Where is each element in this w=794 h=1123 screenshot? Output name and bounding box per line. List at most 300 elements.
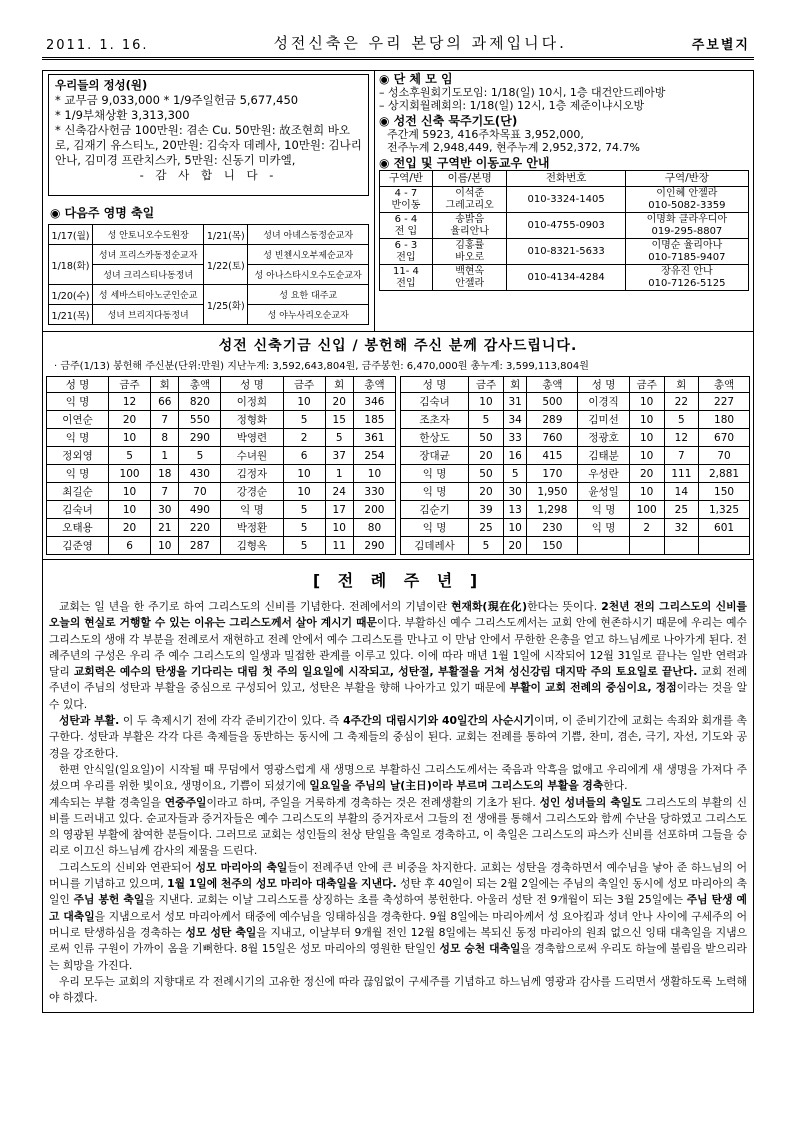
feast-row	[49, 245, 369, 265]
text: 이 두 축제시기 전에 각각 준비기간이 있다. 즉	[119, 714, 344, 728]
bold-text: 일요일을 주님의 날(主日)이라 부르며 그리스도의 부활을 경축	[309, 779, 604, 793]
fund-cell: 20	[325, 393, 353, 411]
move-name	[432, 187, 507, 213]
move-leader-phone: 010-7126-5125	[648, 277, 726, 289]
fund-cell	[629, 537, 664, 555]
fund-cell: 820	[179, 393, 221, 411]
move-row	[380, 213, 749, 239]
fund-header: 성 명	[47, 377, 109, 393]
fund-cell: 10	[109, 429, 151, 447]
fund-cell: 150	[527, 537, 578, 555]
fund-cell: 강경순	[221, 483, 283, 501]
fund-cell: 20	[469, 483, 504, 501]
feast-name: 성녀 프리스카동정순교자	[93, 245, 204, 265]
fund-row	[47, 483, 396, 501]
article-paragraph: 우리 모두는 교회의 지향대로 각 전례시기의 고유한 정신에 따라 끊임없이 구세주를 기념하고 하느님께 영광과 감사를 드리면서 생활하도록 노력해야 하겠다.	[49, 974, 747, 1005]
fund-row	[401, 393, 750, 411]
fund-row	[47, 411, 396, 429]
feast-date: 1/25(화)	[204, 285, 248, 325]
text: 성탄 후 40일이 되는 2월 2일에는 주님의 축일인 동시에 성모 마리아의 축일인	[49, 877, 748, 907]
feast-table	[48, 224, 369, 325]
devotion-thanks: - 감 사 합 니 다 -	[139, 168, 278, 182]
fund-cell: 25	[469, 519, 504, 537]
fund-cell: 김정자	[221, 465, 283, 483]
fund-cell: 32	[664, 519, 698, 537]
move-phone: 010-4755-0903	[507, 213, 625, 239]
fund-cell: 17	[325, 501, 353, 519]
right-column	[375, 70, 754, 332]
fund-cell: 200	[353, 501, 395, 519]
fund-cell	[699, 537, 750, 555]
move-area-num: 4 - 7	[394, 187, 418, 199]
move-area-type: 전입	[396, 277, 416, 289]
bold-text: 2천년 전의 그리스도의 신비를 오늘의 현실로 거행할 수 있는 이유는 그리스도께서 살아 계시기 때문	[49, 600, 747, 630]
feast-date: 1/21(목)	[204, 225, 248, 245]
fund-cell: 20	[109, 411, 151, 429]
fund-cell: 박영련	[221, 429, 283, 447]
feast-date: 1/20(수)	[49, 285, 93, 305]
fund-cell: 7	[151, 411, 179, 429]
fund-cell: 6	[283, 447, 325, 465]
fund-cell: 230	[527, 519, 578, 537]
fund-cell: 254	[353, 447, 395, 465]
prayer-section	[379, 115, 749, 154]
fund-cell: 익 명	[401, 519, 469, 537]
fund-row	[401, 519, 750, 537]
fund-cell: 7	[664, 447, 698, 465]
move-table	[379, 170, 749, 291]
fund-cell: 익 명	[47, 393, 109, 411]
groups-line: – 성소후원회기도모임: 1/18(일) 10시, 1층 대건안드레아방	[379, 86, 666, 99]
devotion-line: * 교무금 9,033,000 * 1/9주일헌금 5,677,450	[55, 93, 299, 107]
fund-cell: 12	[664, 429, 698, 447]
fund-cell: 최길순	[47, 483, 109, 501]
prayer-line: 전주누계 2,948,449, 현주누계 2,952,372, 74.7%	[387, 141, 640, 154]
move-leader-name: 장유진 안나	[661, 265, 713, 277]
header-subtitle: 주보별지	[691, 38, 750, 53]
text: 이며, 이 준비기간에 교회는 속죄와 회개를 촉구한다. 성탄과 부활은 각각 다른 축제들을 동반하는 동시에 그 축제들의 중심이 된다. 교회는 전례를 통하여 기쁨, 찬미, 겸손, 극기, 자선, 기도와 공경을 강조한다.	[49, 714, 747, 760]
fund-cell: 220	[179, 519, 221, 537]
fund-cell: 227	[699, 393, 750, 411]
article-paragraph	[49, 762, 747, 795]
fund-cell: 5	[469, 411, 504, 429]
fund-header: 성 명	[578, 377, 629, 393]
feast-name: 성 안토니오수도원장	[93, 225, 204, 245]
fund-cell: 13	[503, 501, 527, 519]
fund-cell: 30	[503, 483, 527, 501]
bold-text: 주님 봉헌 축일	[73, 893, 145, 907]
fund-cell: 김태분	[578, 447, 629, 465]
fund-summary: · 금주(1/13) 봉헌해 주신분(단위:만원) 지난누계: 3,592,643,804원, 금주봉헌: 6,470,000원 총누계: 3,599,113,804원	[54, 361, 589, 372]
fund-cell: 익 명	[47, 429, 109, 447]
fund-cell: 15	[325, 411, 353, 429]
fund-cell: 5	[283, 537, 325, 555]
groups-section	[379, 73, 749, 112]
fund-cell: 8	[151, 429, 179, 447]
fund-row	[401, 429, 750, 447]
fund-cell: 180	[699, 411, 750, 429]
fund-cell: 10	[629, 429, 664, 447]
fund-cell: 김준영	[47, 537, 109, 555]
move-leader-name: 이명순 율리아나	[651, 239, 723, 251]
article-title: [ 전 례 주 년 ]	[312, 571, 484, 590]
text: 이라고 하며, 주일을 거룩하게 경축하는 것은 전례생활의 기초가 된다.	[206, 795, 540, 809]
move-row	[380, 265, 749, 291]
text: 한다.	[603, 779, 628, 793]
fund-row	[47, 465, 396, 483]
fund-cell: 우성란	[578, 465, 629, 483]
devotion-line: * 신축감사헌금 100만원: 겸손 Cu. 50만원: 故조현희 바오로, 김재기 유스티노, 20만원: 김숙자 데레사, 10만원: 김나리 안나, 김미경 프란치스카, 5만원: 신동기 미카엘,	[55, 123, 362, 167]
text: 그리스도의 신비와 연관되어	[59, 860, 196, 874]
fund-cell: 500	[527, 393, 578, 411]
move-leader	[625, 265, 748, 291]
move-leader	[625, 187, 748, 213]
fund-cell: 601	[699, 519, 750, 537]
move-name	[432, 239, 507, 265]
move-leader-phone: 010-7185-9407	[648, 251, 726, 263]
bold-text: 성모 승천 대축일	[439, 942, 521, 956]
fund-cell: 100	[629, 501, 664, 519]
feast-name: 성 빈첸시오부제순교자	[248, 245, 369, 265]
move-leader	[625, 213, 748, 239]
fund-cell: 150	[699, 483, 750, 501]
fund-row	[401, 447, 750, 465]
fund-row	[401, 501, 750, 519]
fund-cell: 18	[151, 465, 179, 483]
fund-cell: 박정환	[221, 519, 283, 537]
fund-cell: 익 명	[578, 519, 629, 537]
fund-cell: 5	[283, 501, 325, 519]
left-column	[42, 70, 375, 332]
text: 을 지내고, 이날부터 9개월 전인 12월 8일에는 복되신 동정 마리아의 원죄 없으신 잉태 대축일을 지냄으로써 인류 구원이 가까이 옴을 기뻐한다. 8월 15일은 성모 마리아의 영원한 탄일인	[49, 925, 747, 956]
bulletin-page	[42, 30, 754, 1013]
page-header	[42, 30, 754, 60]
fund-cell: 37	[325, 447, 353, 465]
fund-header: 총액	[527, 377, 578, 393]
fund-cell: 김순기	[401, 501, 469, 519]
bold-text: 성인 성녀들의 축일도	[539, 795, 642, 809]
fund-cell: 34	[503, 411, 527, 429]
move-header: 이름/본명	[432, 171, 507, 187]
bold-text: 부활이 교회 전례의 중심이요, 정점	[509, 681, 677, 695]
fund-cell: 5	[664, 411, 698, 429]
bold-text: 주님 탄생 예고 대축일	[49, 893, 747, 923]
fund-header: 회	[664, 377, 698, 393]
fund-cell: 10	[469, 393, 504, 411]
fund-cell: 39	[469, 501, 504, 519]
fund-cell: 수녀원	[221, 447, 283, 465]
fund-cell: 415	[527, 447, 578, 465]
feast-name: 성녀 크리스티나동정녀	[93, 265, 204, 285]
devotion-title: 우리들의 정성(원)	[55, 78, 148, 92]
fund-cell: 장대균	[401, 447, 469, 465]
feast-date: 1/21(목)	[49, 305, 93, 325]
move-name-baptismal: 안젤라	[455, 277, 485, 289]
move-header: 구역/반장	[625, 171, 748, 187]
fund-cell: 정광호	[578, 429, 629, 447]
move-header: 구역/반	[380, 171, 433, 187]
fund-header: 금주	[109, 377, 151, 393]
feast-name: 성 아나스타시오수도순교자	[248, 265, 369, 285]
fund-row	[47, 501, 396, 519]
fund-cell: 290	[353, 537, 395, 555]
fund-cell: 490	[179, 501, 221, 519]
move-phone: 010-8321-5633	[507, 239, 625, 265]
prayer-title: ◉ 성전 신축 묵주기도(단)	[379, 115, 749, 128]
text: 을 경축함으로써 우리도 하늘에 불림을 받으리라는 희망을 가진다.	[49, 942, 747, 972]
move-area-num: 6 - 3	[394, 239, 418, 251]
fund-cell: 80	[353, 519, 395, 537]
feast-date: 1/17(월)	[49, 225, 93, 245]
fund-cell: 33	[503, 429, 527, 447]
fund-cell: 760	[527, 429, 578, 447]
move-area-type: 반이동	[391, 199, 421, 211]
move-leader	[625, 239, 748, 265]
fund-cell: 550	[179, 411, 221, 429]
fund-cell: 330	[353, 483, 395, 501]
fund-header: 회	[503, 377, 527, 393]
fund-row	[401, 537, 750, 555]
move-area	[380, 213, 433, 239]
fund-cell: 김형옥	[221, 537, 283, 555]
fund-header: 회	[151, 377, 179, 393]
feast-date: 1/22(토)	[204, 245, 248, 285]
move-area-type: 전 입	[394, 225, 418, 237]
text: 한편 안식일(일요일)이 시작될 때 무덤에서 영광스럽게 새 생명으로 부활하신 그리스도께서는 죽음과 악흑을 없애고 우리에게 새 생명을 가져다 주셨으며 우리를 위한 빛이요, 생명이요, 기쁨이 되셨기에	[49, 762, 747, 793]
fund-cell: 50	[469, 465, 504, 483]
fund-cell: 1	[151, 447, 179, 465]
move-name-baptismal: 바오로	[455, 251, 485, 263]
text: 계속되는 부활 경축일을	[49, 795, 165, 809]
move-leader-phone: 019-295-8807	[651, 225, 723, 237]
fund-cell: 10	[629, 447, 664, 465]
fund-header: 회	[325, 377, 353, 393]
fund-cell: 20	[469, 447, 504, 465]
fund-cell: 430	[179, 465, 221, 483]
text: 이다. 부활하신 예수 그리스도께서는 교회 안에 현존하시기 때문에 우리는 예수 그리스도의 생애 각 부분을 전례로서 재현하고 전례 안에서 예수 그리스도를 만나고 이 만남 안에서 무한한 은총을 얻고 하느님께로 나아가게 된다. 전례주년의 구성은 우리 주 예수 그리스도의 일생과 밀접한 관계를 이루고 있다. 이에 따라 매년 1월 1일에 시작되어 12월 31일로 끝나는 일반 연력과 달리	[49, 616, 747, 679]
feast-name: 성 세바스티아노군인순교	[93, 285, 204, 305]
fund-cell: 김미선	[578, 411, 629, 429]
fund-cell: 10	[283, 465, 325, 483]
devotion-box	[48, 74, 369, 196]
fund-row	[47, 519, 396, 537]
fund-cell: 20	[629, 465, 664, 483]
bold-text: 연중주일	[164, 795, 207, 809]
move-name-baptismal: 그레고리오	[445, 199, 494, 211]
fund-section	[42, 332, 754, 560]
fund-cell: 1,325	[699, 501, 750, 519]
fund-cell: 김숙녀	[47, 501, 109, 519]
fund-row	[47, 447, 396, 465]
text: 그리스도의 부활의 신비를 드러내고 있다. 순교자들과 증거자들은 예수 그리스도의 부활의 증거자로서 그들의 전 생애를 통해서 그리스도와 함께 수난을 당하였고 그리스도의 영광된 부활에 참여한 분들이다. 그러므로 교회는 성인들의 천상 탄일을 축일로 경축하고, 이 축일은 그리스도의 파스카 신비를 선포하며 그들을 승리로 이끄신 하느님께 감사의 제물을 드린다.	[49, 795, 747, 858]
fund-cell: 오태용	[47, 519, 109, 537]
bold-text: 성모 마리아의 축일	[195, 860, 288, 874]
fund-table-right	[400, 376, 750, 555]
text: 한다는 뜻이다.	[527, 600, 602, 613]
feast-name: 성녀 브리지다동정녀	[93, 305, 204, 325]
feast-date: 1/18(화)	[49, 245, 93, 285]
article-paragraph	[49, 860, 747, 974]
move-name-kor: 김홍률	[455, 239, 485, 251]
text: 이라는 것을 알 수 있다.	[49, 681, 748, 711]
bold-text: 교회력은 예수의 탄생을 기다리는 대림 첫 주의 일요일에 시작되고, 성탄절, 부활절을 거쳐 성신강림 대지막 주의 토요일로 끝난다.	[73, 665, 698, 679]
bold-text: 성탄과 부활.	[59, 714, 120, 728]
bold-text: 현재화(現在化)	[451, 600, 528, 613]
bold-text: 성모 성탄 축일	[185, 925, 257, 939]
fund-cell: 1	[325, 465, 353, 483]
text: 교회 전례주년이 주님의 성탄과 부활을 중심으로 구성되어 있고, 성탄은 부활을 향해 나아가고 있기 때문에	[49, 665, 747, 695]
fund-cell: 10	[629, 483, 664, 501]
groups-line: – 상지회월례회의: 1/18(일) 12시, 1층 제준이냐시오방	[379, 99, 645, 112]
fund-cell: 7	[151, 483, 179, 501]
fund-cell: 5	[283, 519, 325, 537]
article-section	[42, 560, 754, 1013]
bold-text: 4주간의 대림시기와 40일간의 사순시기	[343, 714, 534, 728]
fund-cell: 1,298	[527, 501, 578, 519]
feast-row	[49, 285, 369, 305]
fund-header: 총액	[179, 377, 221, 393]
fund-cell: 5	[325, 429, 353, 447]
article-paragraph	[49, 599, 747, 713]
move-name-baptismal: 율리안나	[450, 225, 489, 237]
feast-name: 성 야누사리오순교자	[248, 305, 369, 325]
fund-cell: 10	[503, 519, 527, 537]
fund-cell: 한상도	[401, 429, 469, 447]
text: 들이 전례주년 안에 큰 비중을 차지한다. 교회는 성탄을 경축하면서 예수님을 낳아 준 하느님의 어머니를 기념하고 있으며,	[49, 860, 748, 891]
fund-cell: 14	[664, 483, 698, 501]
groups-title: ◉ 단 체 모 임	[379, 73, 749, 86]
move-title: ◉ 전입 및 구역반 이동교우 안내	[379, 157, 749, 170]
fund-grid	[46, 376, 750, 555]
fund-header: 금주	[469, 377, 504, 393]
fund-cell: 100	[109, 465, 151, 483]
move-name-kor: 이석준	[455, 187, 485, 199]
fund-cell: 289	[527, 411, 578, 429]
fund-cell: 31	[503, 393, 527, 411]
fund-cell: 이연순	[47, 411, 109, 429]
fund-cell: 111	[664, 465, 698, 483]
feast-row	[49, 225, 369, 245]
fund-row	[47, 393, 396, 411]
fund-cell: 10	[151, 537, 179, 555]
article-paragraph	[49, 713, 747, 762]
fund-cell: 10	[629, 393, 664, 411]
move-phone: 010-3324-1405	[507, 187, 625, 213]
fund-cell: 5	[179, 447, 221, 465]
fund-cell: 익 명	[578, 501, 629, 519]
fund-cell: 10	[109, 483, 151, 501]
fund-cell: 290	[179, 429, 221, 447]
fund-cell: 윤성일	[578, 483, 629, 501]
fund-cell: 익 명	[221, 501, 283, 519]
move-name	[432, 213, 507, 239]
fund-cell: 361	[353, 429, 395, 447]
fund-header: 총액	[353, 377, 395, 393]
top-section	[42, 70, 754, 332]
fund-cell: 70	[179, 483, 221, 501]
fund-header: 성 명	[221, 377, 283, 393]
move-name-kor: 백현옥	[455, 265, 485, 277]
fund-cell: 익 명	[401, 483, 469, 501]
fund-row	[401, 411, 750, 429]
fund-cell: 20	[503, 537, 527, 555]
fund-cell: 1,950	[527, 483, 578, 501]
fund-cell: 이정희	[221, 393, 283, 411]
move-area	[380, 187, 433, 213]
fund-cell: 16	[503, 447, 527, 465]
fund-cell: 10	[353, 465, 395, 483]
fund-table-left	[46, 376, 396, 555]
fund-cell: 김숙녀	[401, 393, 469, 411]
move-name-kor: 송밝음	[455, 213, 485, 225]
fund-cell: 11	[325, 537, 353, 555]
text: 교회는 일 년을 한 주기로 하여 그리스도의 신비를 기념한다. 전례에서의 기념이란	[59, 600, 452, 613]
fund-title: 성전 신축기금 신입 / 봉헌해 주신 분께 감사드립니다.	[218, 338, 578, 354]
fund-cell: 10	[629, 411, 664, 429]
fund-cell: 24	[325, 483, 353, 501]
fund-cell: 10	[283, 393, 325, 411]
move-leader-name: 이명화 클라우디아	[646, 213, 728, 225]
devotion-line: * 1/9부채상환 3,313,300	[55, 108, 190, 122]
fund-cell: 익 명	[401, 465, 469, 483]
fund-row	[47, 537, 396, 555]
feast-title: ◉ 다음주 영명 축일	[50, 204, 369, 221]
fund-cell: 2	[283, 429, 325, 447]
fund-header: 금주	[283, 377, 325, 393]
fund-row	[401, 483, 750, 501]
fund-cell: 30	[151, 501, 179, 519]
feast-name: 성녀 아녜스동정순교자	[248, 225, 369, 245]
fund-cell: 70	[699, 447, 750, 465]
fund-cell: 5	[469, 537, 504, 555]
header-title: 성전신축은 우리 본당의 과제입니다.	[273, 34, 567, 52]
fund-cell: 22	[664, 393, 698, 411]
fund-cell: 346	[353, 393, 395, 411]
fund-cell: 5	[283, 411, 325, 429]
prayer-line: 주간계 5923, 416주차목표 3,952,000,	[387, 128, 584, 141]
fund-cell: 66	[151, 393, 179, 411]
fund-cell: 2	[629, 519, 664, 537]
fund-header: 총액	[699, 377, 750, 393]
fund-cell: 10	[283, 483, 325, 501]
move-area	[380, 265, 433, 291]
fund-row	[47, 429, 396, 447]
fund-cell	[664, 537, 698, 555]
bold-text: 1월 1일에 천주의 성모 마리아 대축일을 지낸다.	[167, 877, 397, 891]
move-section	[379, 157, 749, 291]
fund-cell	[578, 537, 629, 555]
fund-header: 성 명	[401, 377, 469, 393]
move-area-type: 전입	[396, 251, 416, 263]
article-paragraph	[49, 795, 747, 860]
text: 을 지낸다. 교회는 이날 그리스도를 상징하는 초를 축성하여 봉헌한다. 아울러 성탄 전 9개월이 되는 3월 25일에는	[144, 893, 687, 907]
fund-cell: 정외영	[47, 447, 109, 465]
move-header: 전화번호	[507, 171, 625, 187]
move-area	[380, 239, 433, 265]
fund-cell: 익 명	[47, 465, 109, 483]
move-leader-name: 이인혜 안젤라	[656, 187, 718, 199]
fund-cell: 185	[353, 411, 395, 429]
header-date: 2011. 1. 16.	[46, 38, 149, 53]
move-row	[380, 239, 749, 265]
fund-cell: 김데레사	[401, 537, 469, 555]
fund-cell: 5	[503, 465, 527, 483]
fund-cell: 670	[699, 429, 750, 447]
move-row	[380, 187, 749, 213]
move-area-num: 6 - 4	[394, 213, 418, 225]
fund-cell: 10	[109, 501, 151, 519]
fund-cell: 287	[179, 537, 221, 555]
